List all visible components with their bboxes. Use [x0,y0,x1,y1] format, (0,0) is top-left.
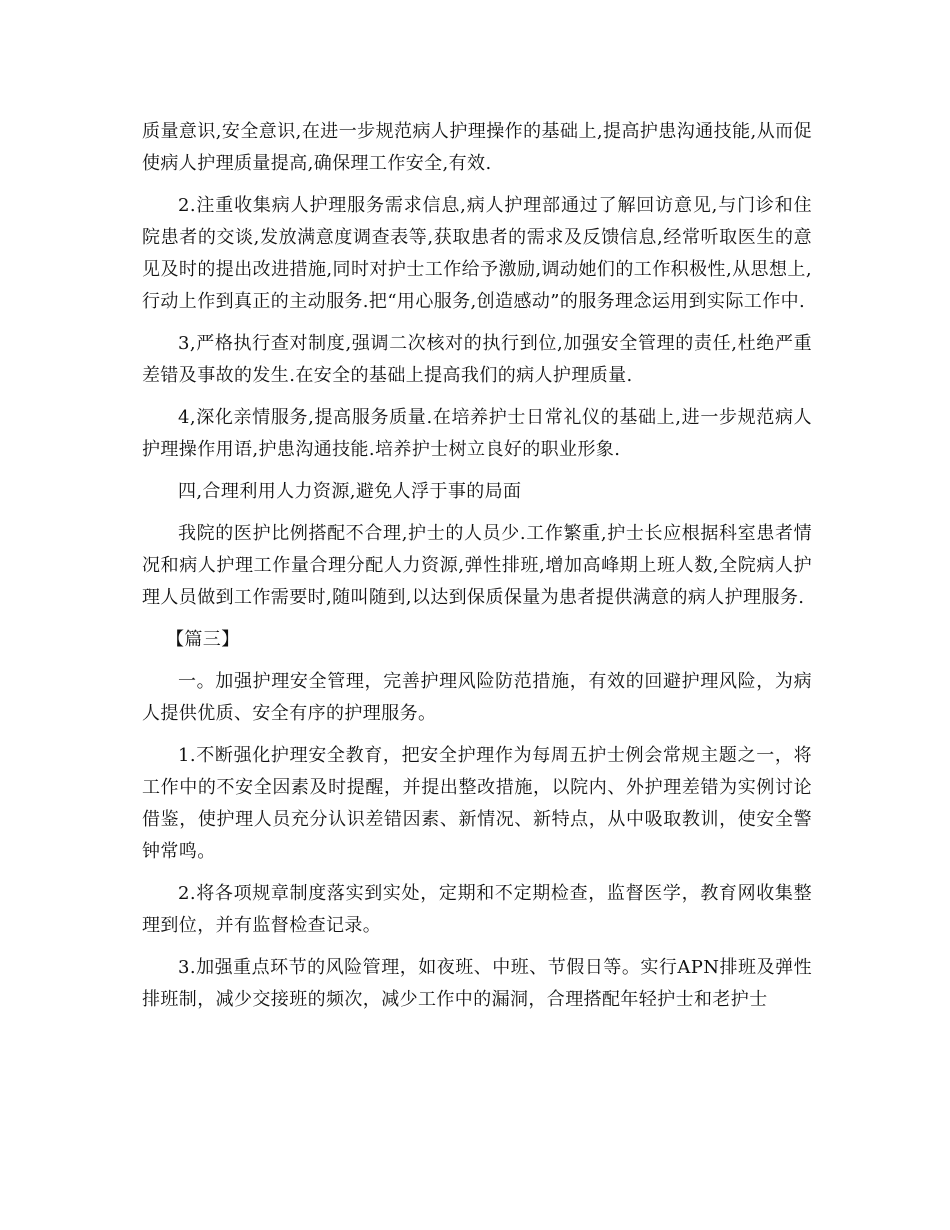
paragraph-continuation: 质量意识,安全意识,在进一步规范病人护理操作的基础上,提高护患沟通技能,从而促使病人护理质量提高,确保理工作安全,有效. [142,121,812,174]
paragraph-safety-intro: 一。加强护理安全管理，完善护理风险防范措施，有效的回避护理风险，为病人提供优质、安全有序的护理服务。 [142,671,812,724]
paragraph-safety-item-1: 1.不断强化护理安全教育，把安全护理作为每周五护士例会常规主题之一，将工作中的不安全因素及时提醒，并提出整改措施，以院内、外护理差错为实例讨论借鉴，使护理人员充分认识差错因素、新情况、新特点，从中吸取教训，使安全警钟常鸣。 [142,745,812,862]
paragraph-safety-item-2: 2.将各项规章制度落实到实处，定期和不定期检查，监督医学，教育网收集整理到位，并有监督检查记录。 [142,883,812,936]
paragraph-staffing: 我院的医护比例搭配不合理,护士的人员少.工作繁重,护士长应根据科室患者情况和病人护理工作量合理分配人力资源,弹性排班,增加高峰期上班人数,全院病人护理人员做到工作需要时,随叫随到,以达到保质保量为患者提供满意的病人护理服务. [142,523,812,608]
paragraph-safety-item-3: 3.加强重点环节的风险管理，如夜班、中班、节假日等。实行APN排班及弹性排班制，减少交接班的频次，减少工作中的漏洞，合理搭配年轻护士和老护士 [142,957,812,1010]
section-title-part-three: 【篇三】 [166,629,240,650]
section-heading-four: 四,合理利用人力资源,避免人浮于事的局面 [178,481,522,502]
paragraph-item-3: 3,严格执行查对制度,强调二次核对的执行到位,加强安全管理的责任,杜绝严重差错及事故的发生.在安全的基础上提高我们的病人护理质量. [142,333,812,386]
document-body [142,116,812,1026]
paragraph-item-4: 4,深化亲情服务,提高服务质量.在培养护士日常礼仪的基础上,进一步规范病人护理操作用语,护患沟通技能.培养护士树立良好的职业形象. [142,407,812,460]
paragraph-item-2: 2.注重收集病人护理服务需求信息,病人护理部通过了解回访意见,与门诊和住院患者的交谈,发放满意度调查表等,获取患者的需求及反馈信息,经常听取医生的意见及时的提出改进措施,同时对护士工作给予激励,调动她们的工作积极性,从思想上,行动上作到真正的主动服务.把“用心服务,创造感动”的服务理念运用到实际工作中. [142,195,812,312]
